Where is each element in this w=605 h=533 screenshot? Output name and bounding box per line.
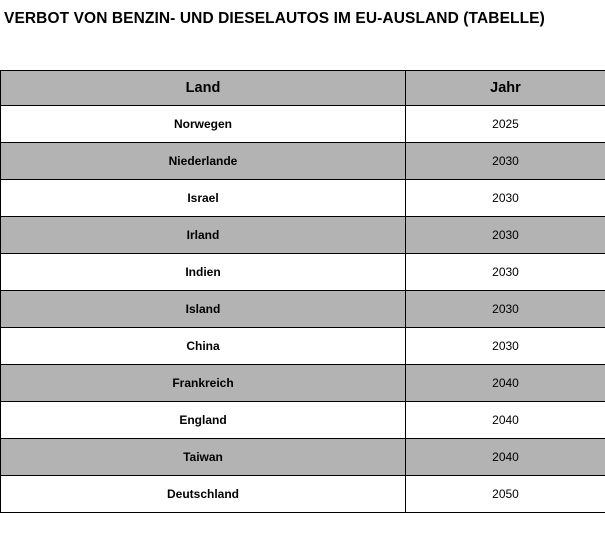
table-header xyxy=(1,71,605,106)
table-row xyxy=(1,365,605,402)
table-row xyxy=(1,439,605,476)
table-row xyxy=(1,328,605,365)
cell-land: Taiwan xyxy=(1,439,406,476)
cell-land: Deutschland xyxy=(1,476,406,513)
table-row xyxy=(1,291,605,328)
table-row xyxy=(1,254,605,291)
cell-land: Indien xyxy=(1,254,406,291)
table-row xyxy=(1,217,605,254)
table-header-row xyxy=(1,71,605,106)
cell-jahr: 2040 xyxy=(406,365,605,402)
table-row xyxy=(1,402,605,439)
cell-land: Israel xyxy=(1,180,406,217)
cell-jahr: 2030 xyxy=(406,180,605,217)
cell-land: Frankreich xyxy=(1,365,406,402)
table-row xyxy=(1,476,605,513)
table-row xyxy=(1,106,605,143)
cell-land: China xyxy=(1,328,406,365)
table-row xyxy=(1,180,605,217)
cell-jahr: 2030 xyxy=(406,217,605,254)
cell-land: England xyxy=(1,402,406,439)
page-title: VERBOT VON BENZIN- UND DIESELAUTOS IM EU-AUSLAND (TABELLE) xyxy=(4,10,545,27)
table-container xyxy=(0,70,605,513)
cell-jahr: 2030 xyxy=(406,328,605,365)
cell-land: Niederlande xyxy=(1,143,406,180)
table-row xyxy=(1,143,605,180)
cell-land: Island xyxy=(1,291,406,328)
cell-jahr: 2050 xyxy=(406,476,605,513)
cell-jahr: 2030 xyxy=(406,143,605,180)
column-header-land: Land xyxy=(1,71,406,106)
column-header-jahr: Jahr xyxy=(406,71,605,106)
cell-jahr: 2040 xyxy=(406,439,605,476)
country-ban-year-table xyxy=(0,70,605,513)
table-body xyxy=(1,106,605,513)
cell-jahr: 2040 xyxy=(406,402,605,439)
cell-jahr: 2030 xyxy=(406,291,605,328)
cell-land: Norwegen xyxy=(1,106,406,143)
cell-land: Irland xyxy=(1,217,406,254)
cell-jahr: 2030 xyxy=(406,254,605,291)
cell-jahr: 2025 xyxy=(406,106,605,143)
